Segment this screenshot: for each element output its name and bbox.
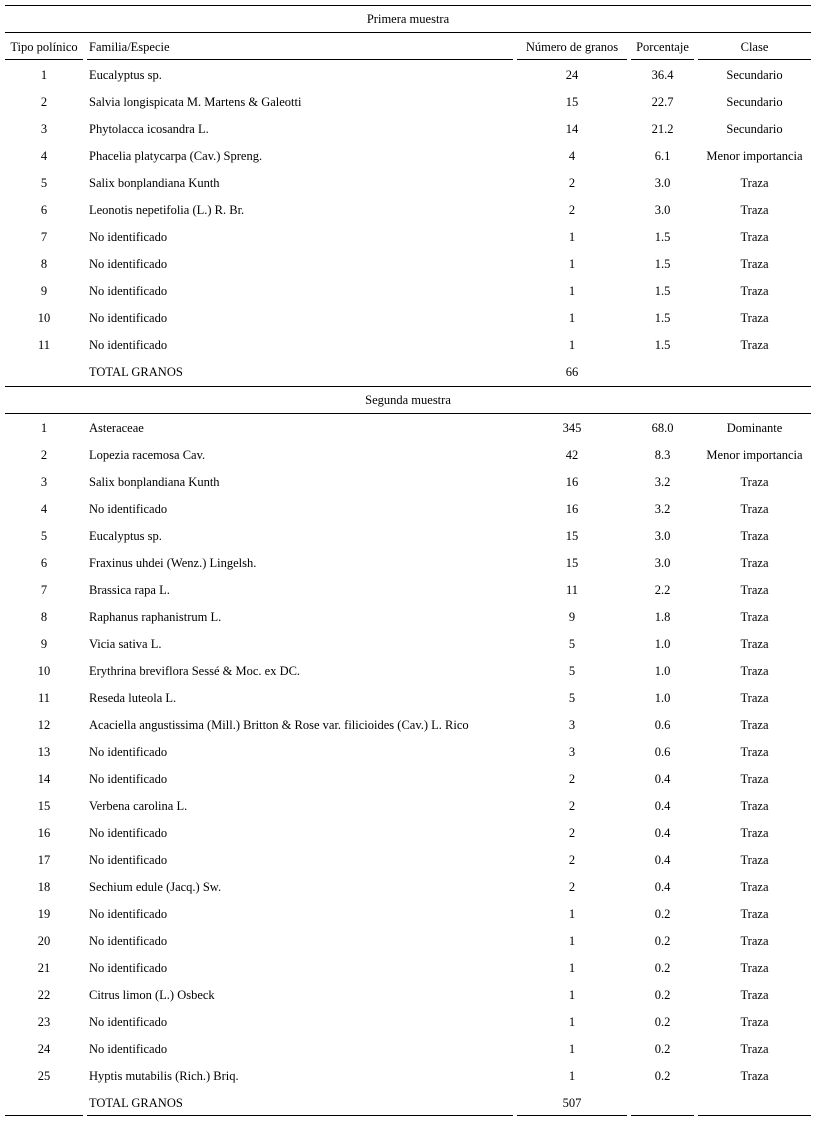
cell-porcentaje: 0.6 (654, 718, 671, 732)
cell-clase: Traza (740, 637, 769, 651)
table-row (0, 65, 816, 85)
total-label: TOTAL GRANOS (89, 365, 183, 379)
cell-familia: No identificado (89, 284, 168, 298)
cell-clase: Traza (740, 745, 769, 759)
table-row (0, 281, 816, 301)
cell-clase: Traza (740, 934, 769, 948)
table-row (0, 958, 816, 978)
table-row (0, 742, 816, 762)
cell-tipo: 7 (40, 230, 48, 244)
cell-clase: Traza (740, 610, 769, 624)
cell-familia: Hyptis mutabilis (Rich.) Briq. (89, 1069, 239, 1083)
cell-tipo: 4 (40, 502, 48, 516)
cell-clase: Traza (740, 502, 769, 516)
cell-familia: Phacelia platycarpa (Cav.) Spreng. (89, 149, 263, 163)
section-rule (5, 32, 811, 33)
cell-clase: Traza (740, 556, 769, 570)
cell-tipo: 3 (40, 475, 48, 489)
cell-porcentaje: 36.4 (651, 68, 674, 82)
cell-familia: No identificado (89, 961, 168, 975)
cell-porcentaje: 1.8 (654, 610, 671, 624)
table-row (0, 335, 816, 355)
cell-porcentaje: 1.0 (654, 664, 671, 678)
table-row (0, 607, 816, 627)
cell-familia: No identificado (89, 853, 168, 867)
cell-numero: 15 (565, 556, 579, 570)
cell-numero: 4 (568, 149, 576, 163)
header-numero: Número de granos (525, 40, 619, 54)
header-underline (5, 59, 83, 60)
cell-tipo: 12 (37, 718, 51, 732)
cell-clase: Menor importancia (706, 448, 803, 462)
cell-clase: Secundario (726, 95, 783, 109)
total-row-primera (0, 362, 816, 382)
cell-familia: No identificado (89, 772, 168, 786)
cell-clase: Traza (740, 475, 769, 489)
cell-porcentaje: 21.2 (651, 122, 674, 136)
table-row (0, 308, 816, 328)
cell-porcentaje: 1.5 (654, 284, 671, 298)
cell-numero: 24 (565, 68, 579, 82)
cell-tipo: 21 (37, 961, 51, 975)
cell-tipo: 2 (40, 448, 48, 462)
cell-familia: Acaciella angustissima (Mill.) Britton & Rose var. filicioides (Cav.) L. Rico (89, 718, 469, 732)
cell-familia: Fraxinus uhdei (Wenz.) Lingelsh. (89, 556, 257, 570)
total-value: 507 (562, 1096, 582, 1110)
table-row (0, 146, 816, 166)
cell-clase: Traza (740, 1015, 769, 1029)
cell-porcentaje: 0.4 (654, 826, 671, 840)
cell-familia: Sechium edule (Jacq.) Sw. (89, 880, 222, 894)
cell-tipo: 10 (37, 311, 51, 325)
bottom-rule (5, 1115, 83, 1116)
header-clase: Clase (740, 40, 769, 54)
cell-numero: 1 (568, 1042, 576, 1056)
table-row (0, 661, 816, 681)
cell-porcentaje: 0.4 (654, 880, 671, 894)
cell-clase: Traza (740, 853, 769, 867)
cell-familia: No identificado (89, 502, 168, 516)
cell-tipo: 5 (40, 176, 48, 190)
cell-porcentaje: 0.6 (654, 745, 671, 759)
cell-tipo: 1 (40, 421, 48, 435)
cell-porcentaje: 3.2 (654, 475, 671, 489)
cell-numero: 2 (568, 853, 576, 867)
cell-porcentaje: 68.0 (651, 421, 674, 435)
cell-porcentaje: 0.2 (654, 1069, 671, 1083)
table-row (0, 1039, 816, 1059)
cell-porcentaje: 1.5 (654, 257, 671, 271)
cell-numero: 5 (568, 691, 576, 705)
table-row (0, 418, 816, 438)
table-row (0, 472, 816, 492)
cell-porcentaje: 0.2 (654, 1042, 671, 1056)
section-rule (5, 386, 811, 387)
table-row (0, 1066, 816, 1086)
cell-familia: Salix bonplandiana Kunth (89, 475, 220, 489)
cell-clase: Secundario (726, 122, 783, 136)
cell-porcentaje: 1.0 (654, 691, 671, 705)
cell-familia: Eucalyptus sp. (89, 68, 162, 82)
cell-numero: 1 (568, 934, 576, 948)
cell-numero: 1 (568, 1069, 576, 1083)
cell-porcentaje: 3.2 (654, 502, 671, 516)
cell-tipo: 6 (40, 203, 48, 217)
cell-tipo: 10 (37, 664, 51, 678)
cell-tipo: 1 (40, 68, 48, 82)
cell-porcentaje: 3.0 (654, 529, 671, 543)
cell-tipo: 16 (37, 826, 51, 840)
table-row (0, 931, 816, 951)
cell-numero: 5 (568, 664, 576, 678)
cell-familia: No identificado (89, 1042, 168, 1056)
table-row (0, 526, 816, 546)
cell-familia: No identificado (89, 311, 168, 325)
cell-familia: Raphanus raphanistrum L. (89, 610, 222, 624)
cell-familia: Salix bonplandiana Kunth (89, 176, 220, 190)
cell-numero: 1 (568, 284, 576, 298)
cell-tipo: 13 (37, 745, 51, 759)
table-row (0, 499, 816, 519)
cell-numero: 42 (565, 448, 579, 462)
header-porcentaje: Porcentaje (636, 40, 689, 54)
table-row (0, 985, 816, 1005)
cell-clase: Traza (740, 799, 769, 813)
cell-porcentaje: 1.0 (654, 637, 671, 651)
cell-numero: 1 (568, 230, 576, 244)
cell-tipo: 3 (40, 122, 48, 136)
table-row (0, 254, 816, 274)
cell-clase: Menor importancia (706, 149, 803, 163)
cell-clase: Traza (740, 284, 769, 298)
bottom-rule (631, 1115, 694, 1116)
cell-familia: Lopezia racemosa Cav. (89, 448, 206, 462)
cell-porcentaje: 8.3 (654, 448, 671, 462)
cell-clase: Traza (740, 826, 769, 840)
cell-porcentaje: 3.0 (654, 176, 671, 190)
table-row (0, 553, 816, 573)
cell-clase: Traza (740, 176, 769, 190)
cell-numero: 2 (568, 203, 576, 217)
cell-numero: 15 (565, 95, 579, 109)
cell-clase: Traza (740, 988, 769, 1002)
cell-tipo: 15 (37, 799, 51, 813)
cell-porcentaje: 0.2 (654, 1015, 671, 1029)
bottom-rule (517, 1115, 627, 1116)
cell-clase: Traza (740, 691, 769, 705)
cell-familia: Citrus limon (L.) Osbeck (89, 988, 215, 1002)
cell-porcentaje: 1.5 (654, 338, 671, 352)
header-underline (87, 59, 513, 60)
cell-clase: Secundario (726, 68, 783, 82)
table-row (0, 200, 816, 220)
cell-numero: 11 (565, 583, 579, 597)
cell-numero: 9 (568, 610, 576, 624)
cell-familia: Reseda luteola L. (89, 691, 177, 705)
cell-numero: 1 (568, 961, 576, 975)
table-row (0, 173, 816, 193)
cell-familia: Vicia sativa L. (89, 637, 162, 651)
cell-numero: 1 (568, 311, 576, 325)
cell-porcentaje: 0.2 (654, 988, 671, 1002)
cell-clase: Traza (740, 583, 769, 597)
cell-tipo: 2 (40, 95, 48, 109)
cell-familia: Asteraceae (89, 421, 144, 435)
cell-clase: Traza (740, 961, 769, 975)
table-row (0, 1012, 816, 1032)
cell-numero: 1 (568, 1015, 576, 1029)
cell-tipo: 11 (37, 338, 51, 352)
cell-familia: Salvia longispicata M. Martens & Galeotti (89, 95, 302, 109)
cell-familia: No identificado (89, 934, 168, 948)
cell-tipo: 23 (37, 1015, 51, 1029)
cell-tipo: 8 (40, 610, 48, 624)
cell-numero: 5 (568, 637, 576, 651)
cell-tipo: 18 (37, 880, 51, 894)
cell-clase: Traza (740, 311, 769, 325)
header-underline (698, 59, 811, 60)
cell-numero: 2 (568, 880, 576, 894)
total-label: TOTAL GRANOS (89, 1096, 183, 1110)
cell-porcentaje: 22.7 (651, 95, 674, 109)
cell-clase: Traza (740, 907, 769, 921)
cell-familia: Brassica rapa L. (89, 583, 170, 597)
cell-tipo: 20 (37, 934, 51, 948)
bottom-rule (87, 1115, 513, 1116)
cell-familia: No identificado (89, 1015, 168, 1029)
cell-porcentaje: 3.0 (654, 203, 671, 217)
table-row (0, 769, 816, 789)
cell-porcentaje: 0.2 (654, 907, 671, 921)
table-row (0, 877, 816, 897)
cell-tipo: 6 (40, 556, 48, 570)
table-row (0, 634, 816, 654)
cell-numero: 15 (565, 529, 579, 543)
header-underline (517, 59, 627, 60)
cell-tipo: 7 (40, 583, 48, 597)
header-row (0, 37, 816, 57)
cell-tipo: 11 (37, 691, 51, 705)
cell-clase: Traza (740, 772, 769, 786)
cell-numero: 345 (562, 421, 582, 435)
table-row (0, 850, 816, 870)
cell-tipo: 4 (40, 149, 48, 163)
cell-porcentaje: 1.5 (654, 230, 671, 244)
cell-porcentaje: 3.0 (654, 556, 671, 570)
header-underline (631, 59, 694, 60)
cell-clase: Dominante (726, 421, 783, 435)
bottom-rule (698, 1115, 811, 1116)
cell-tipo: 24 (37, 1042, 51, 1056)
cell-familia: No identificado (89, 338, 168, 352)
cell-clase: Traza (740, 1042, 769, 1056)
cell-tipo: 19 (37, 907, 51, 921)
total-value: 66 (565, 365, 579, 379)
header-tipo: Tipo polínico (10, 40, 78, 54)
cell-tipo: 9 (40, 284, 48, 298)
cell-familia: Erythrina breviflora Sessé & Moc. ex DC. (89, 664, 301, 678)
section-title-primera: Primera muestra (366, 12, 450, 26)
cell-clase: Traza (740, 664, 769, 678)
cell-clase: Traza (740, 230, 769, 244)
cell-numero: 16 (565, 475, 579, 489)
cell-tipo: 9 (40, 637, 48, 651)
cell-tipo: 8 (40, 257, 48, 271)
table-row (0, 227, 816, 247)
table-row (0, 688, 816, 708)
table-row (0, 580, 816, 600)
cell-clase: Traza (740, 1069, 769, 1083)
header-familia: Familia/Especie (89, 40, 170, 54)
cell-numero: 1 (568, 338, 576, 352)
cell-porcentaje: 6.1 (654, 149, 671, 163)
table-row (0, 904, 816, 924)
section-title-segunda: Segunda muestra (365, 393, 451, 407)
cell-numero: 14 (565, 122, 579, 136)
table-row (0, 796, 816, 816)
cell-porcentaje: 0.2 (654, 934, 671, 948)
cell-familia: No identificado (89, 826, 168, 840)
cell-clase: Traza (740, 718, 769, 732)
cell-numero: 2 (568, 772, 576, 786)
cell-familia: No identificado (89, 745, 168, 759)
cell-numero: 16 (565, 502, 579, 516)
cell-porcentaje: 0.4 (654, 853, 671, 867)
table-row (0, 119, 816, 139)
cell-tipo: 25 (37, 1069, 51, 1083)
cell-familia: No identificado (89, 907, 168, 921)
total-row-segunda (0, 1093, 816, 1113)
cell-porcentaje: 2.2 (654, 583, 671, 597)
cell-porcentaje: 0.4 (654, 772, 671, 786)
cell-clase: Traza (740, 338, 769, 352)
cell-familia: Eucalyptus sp. (89, 529, 162, 543)
cell-numero: 1 (568, 988, 576, 1002)
cell-familia: Phytolacca icosandra L. (89, 122, 209, 136)
cell-porcentaje: 0.2 (654, 961, 671, 975)
table-row (0, 823, 816, 843)
table-row (0, 715, 816, 735)
table-row (0, 92, 816, 112)
cell-numero: 1 (568, 257, 576, 271)
cell-tipo: 14 (37, 772, 51, 786)
section-rule (5, 413, 811, 414)
cell-numero: 2 (568, 799, 576, 813)
cell-familia: No identificado (89, 257, 168, 271)
cell-porcentaje: 0.4 (654, 799, 671, 813)
cell-numero: 2 (568, 176, 576, 190)
cell-clase: Traza (740, 529, 769, 543)
cell-familia: Verbena carolina L. (89, 799, 188, 813)
table-row (0, 445, 816, 465)
cell-familia: Leonotis nepetifolia (L.) R. Br. (89, 203, 245, 217)
cell-numero: 2 (568, 826, 576, 840)
cell-clase: Traza (740, 203, 769, 217)
cell-clase: Traza (740, 880, 769, 894)
top-rule (5, 5, 811, 6)
cell-tipo: 5 (40, 529, 48, 543)
cell-numero: 3 (568, 718, 576, 732)
cell-tipo: 17 (37, 853, 51, 867)
cell-porcentaje: 1.5 (654, 311, 671, 325)
cell-tipo: 22 (37, 988, 51, 1002)
cell-clase: Traza (740, 257, 769, 271)
cell-numero: 3 (568, 745, 576, 759)
cell-familia: No identificado (89, 230, 168, 244)
cell-numero: 1 (568, 907, 576, 921)
